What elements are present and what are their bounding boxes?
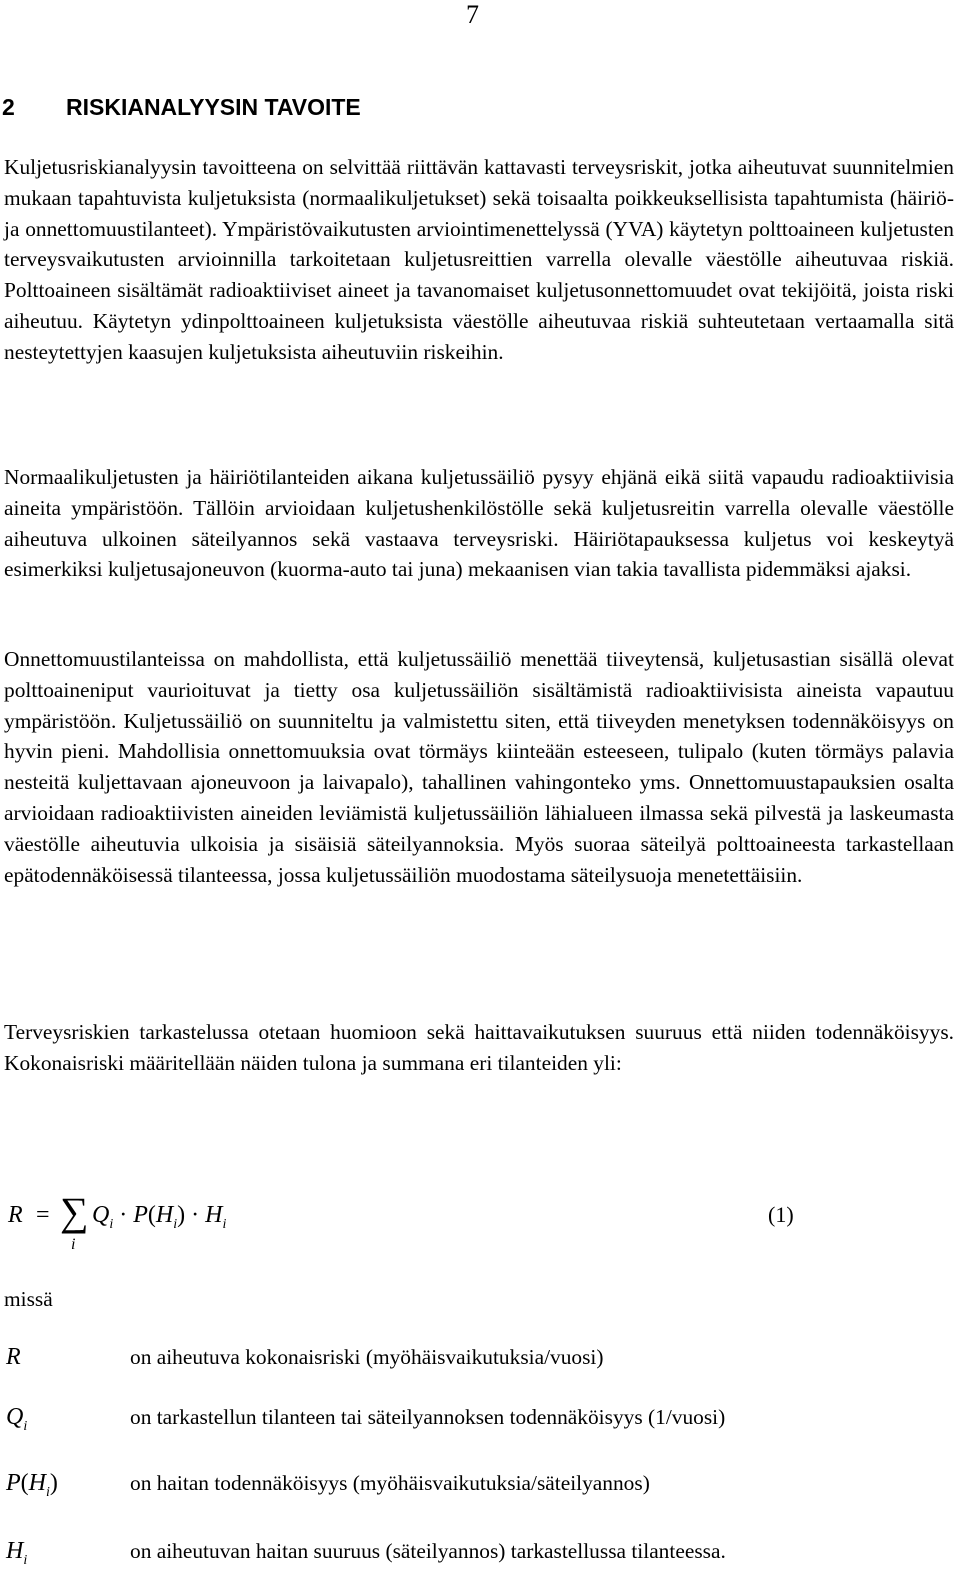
definition-symbol xyxy=(6,1402,27,1442)
definition-symbol xyxy=(6,1468,58,1508)
definition-text: on tarkastellun tilanteen tai säteilyannoksen todennäköisyys (1/vuosi) xyxy=(130,1405,726,1429)
section-title: RISKIANALYYSIN TAVOITE xyxy=(66,94,361,120)
page-number: 7 xyxy=(466,0,479,29)
formula-q-sub: i xyxy=(109,1217,114,1232)
symbol-p-h: H xyxy=(28,1470,47,1496)
paragraph-4: Terveysriskien tarkastelussa otetaan huomioon sekä haittavaikutuksen suuruus että niiden todennäköisyys. Kokonaisriski määritellään näiden tulona ja summana eri tilanteiden yli: xyxy=(4,1020,954,1075)
symbol-r: R xyxy=(6,1344,21,1370)
definition-symbol xyxy=(6,1536,27,1576)
definition-text: on aiheutuvan haitan suuruus (säteilyannos) tarkastellussa tilanteessa. xyxy=(130,1539,726,1563)
definition-row xyxy=(4,1402,954,1436)
definition-row xyxy=(4,1468,954,1502)
section-heading xyxy=(2,90,361,124)
symbol-p-open: ( xyxy=(20,1470,29,1496)
formula-dot-1: · xyxy=(119,1202,128,1228)
definition-row xyxy=(4,1536,954,1570)
formula-expression xyxy=(92,1202,226,1233)
symbol-h-sub: i xyxy=(23,1553,28,1568)
symbol-p: P xyxy=(6,1470,21,1496)
formula-p: P xyxy=(133,1202,148,1228)
paragraph-2: Normaalikuljetusten ja häiriötilanteiden aikana kuljetussäiliö pysyy ehjänä eikä siitä vapaudu radioaktiivisia aineita ympäristöön. Tällöin arvioidaan kuljetushenkilöstölle sekä kuljetusreitin varrella olevalle väestölle aiheutuva ulkoinen säteilyannos sekä vastaava terveysriski. Häiriötapauksessa kuljetus voi keskeytyä esimerkiksi kuljetusajoneuvon (kuorma-auto tai juna) mekaanisen vian takia tavallista pidemmäksi ajaksi. xyxy=(4,465,954,582)
formula-q: Q xyxy=(92,1202,110,1228)
summation-symbol: ∑ xyxy=(60,1189,89,1234)
where-label: missä xyxy=(4,1287,53,1311)
formula-dot-2: · xyxy=(191,1202,200,1228)
paragraph-3: Onnettomuustilanteissa on mahdollista, että kuljetussäiliö menettää tiiveytensä, kuljetusastian sisällä olevat polttoaineniput vaurioituvat ja tietty osa kuljetussäiliön sisältämistä radioaktiivisista aineista vapautuu ympäristöön. Kuljetussäiliö on suunniteltu ja valmistettu siten, että tiiveyden menetyksen todennäköisyys on hyvin pieni. Mahdollisia onnettomuuksia ovat törmäys kiinteään esteeseen, tulipalo (kuten törmäys palavia nesteitä kuljettavaan ajoneuvoon ja laivapalo), tahallinen vahingonteko yms. Onnettomuustapauksien osalta arvioidaan radioaktiivisten aineiden leviämistä kuljetussäiliön lähialueen ilmassa sekä pilvestä ja laskeumasta väestölle aiheutuvia ulkoisia ja sisäisiä säteilyannoksia. Myös suoraa säteilyä polttoaineesta tarkastellaan epätodennäköisessä tilanteessa, jossa kuljetussäiliön muodostama säteilysuoja menetettäisiin. xyxy=(4,647,954,887)
summation-index: i xyxy=(71,1236,76,1253)
formula-lhs: R xyxy=(8,1202,23,1228)
risk-formula xyxy=(8,1188,808,1258)
definition-text: on aiheutuva kokonaisriski (myöhäisvaikutuksia/vuosi) xyxy=(130,1345,604,1369)
equation-number: (1) xyxy=(768,1202,794,1227)
formula-h2-sub: i xyxy=(222,1217,227,1232)
definition-row xyxy=(4,1342,954,1376)
symbol-p-close: ) xyxy=(49,1470,58,1496)
formula-equals: = xyxy=(36,1202,50,1228)
symbol-h: H xyxy=(6,1538,24,1564)
formula-h: H xyxy=(155,1202,174,1228)
symbol-q-sub: i xyxy=(23,1419,28,1434)
section-number: 2 xyxy=(2,94,15,120)
formula-close: ) xyxy=(177,1202,186,1228)
formula-h-sub: i xyxy=(173,1217,178,1232)
formula-h2: H xyxy=(205,1202,223,1228)
definition-text: on haitan todennäköisyys (myöhäisvaikutuksia/säteilyannos) xyxy=(130,1471,650,1495)
symbol-p-sub: i xyxy=(46,1485,50,1500)
paragraph-1: Kuljetusriskianalyysin tavoitteena on selvittää riittävän kattavasti terveysriskit, jotka aiheutuvat suunnitelmien mukaan tapahtuvista kuljetuksista (normaalikuljetukset) sekä toisaalta poikkeuksellisista tapahtumista (häiriö- ja onnettomuustilanteet). Ympäristövaikutusten arviointimenettelyssä (YVA) käytetyn polttoaineen kuljetusten terveysvaikutusten arvioinnilla tarkoitetaan kuljetusreittien varrella olevalle väestölle aiheutuvaa riskiä. Polttoaineen sisältämät radioaktiiviset aineet ja tavanomaiset kuljetusonnettomuudet ovat tekijöitä, joista riski aiheutuu. Käytetyn ydinpolttoaineen kuljetuksista väestölle aiheutuvaa riskiä suhteutetaan vertaamalla sitä nesteytettyjen kaasujen kuljetuksista aiheutuviin riskeihin. xyxy=(4,155,954,364)
symbol-q: Q xyxy=(6,1404,24,1430)
definition-symbol xyxy=(6,1342,21,1372)
formula-open: ( xyxy=(147,1202,156,1228)
